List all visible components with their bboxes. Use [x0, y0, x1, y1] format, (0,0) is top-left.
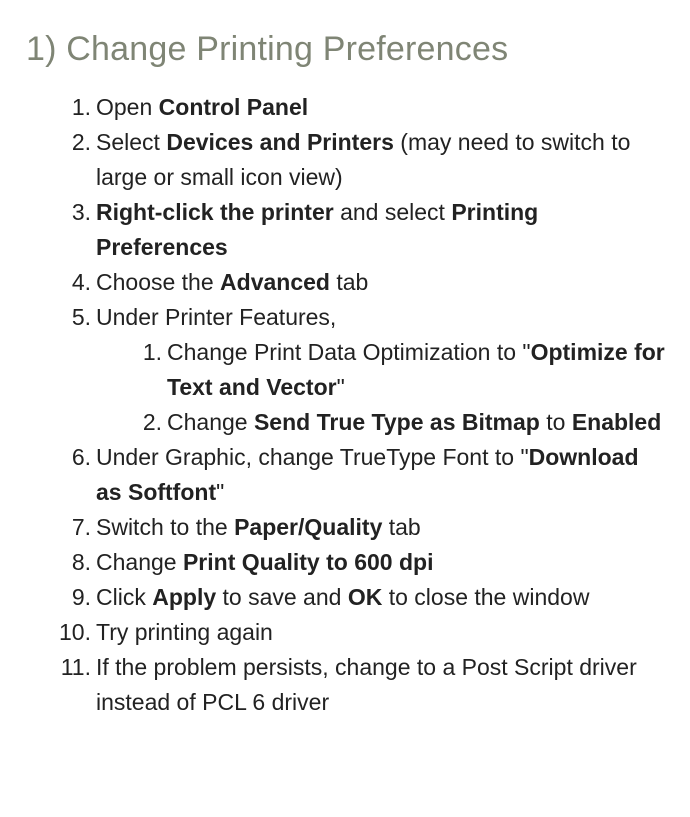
step-10 — [0, 615, 690, 650]
step-text: tab — [329, 269, 369, 295]
step-text: (may need to switch to large or small icon view) — [96, 129, 631, 190]
substep-bold-text: Enabled — [571, 409, 662, 435]
step-number: 10. — [59, 619, 91, 645]
step-number: 7. — [71, 514, 91, 540]
step-number: 8. — [71, 549, 91, 575]
step-7 — [0, 510, 690, 545]
step-text: Try printing again — [96, 619, 273, 645]
step-number: 11. — [60, 654, 91, 680]
step-bold-text: Apply — [152, 584, 217, 610]
step-number: 1. — [71, 94, 91, 120]
step-5 — [0, 300, 690, 440]
step-bold-text: Download as Softfont — [96, 444, 639, 505]
step-text: Under Printer Features, — [96, 304, 337, 330]
step-text: Select — [96, 129, 167, 155]
step-1 — [0, 90, 690, 125]
step-text: Click — [96, 584, 153, 610]
substep-text: Change Print Data Optimization to " — [167, 339, 531, 365]
step-8 — [0, 545, 690, 580]
step-number: 4. — [71, 269, 91, 295]
step-text: to close the window — [382, 584, 590, 610]
section-heading: 1) Change Printing Preferences — [26, 30, 509, 68]
steps-list — [0, 90, 690, 720]
step-text: " — [216, 479, 225, 505]
substep-bold-text: Optimize for Text and Vector — [167, 339, 665, 400]
step-bold-text: Advanced — [220, 269, 330, 295]
substep-number: 1. — [142, 339, 162, 365]
step-bold-text: Printing Preferences — [96, 199, 539, 260]
step-bold-text: Control Panel — [158, 94, 309, 120]
step-number: 5. — [71, 304, 91, 330]
substep-number: 2. — [142, 409, 162, 435]
step-2 — [0, 125, 690, 195]
substep-bold-text: Send True Type as Bitmap — [253, 409, 540, 435]
substep-1 — [96, 335, 670, 405]
substep-text: Change — [167, 409, 254, 435]
step-bold-text: OK — [347, 584, 383, 610]
step-text: tab — [382, 514, 421, 540]
substeps-list — [96, 335, 670, 440]
step-text: Switch to the — [96, 514, 235, 540]
step-3 — [0, 195, 690, 265]
step-6 — [0, 440, 690, 510]
step-bold-text: Right-click the printer — [96, 199, 334, 225]
substep-text: " — [336, 374, 345, 400]
step-bold-text: Print Quality to 600 dpi — [182, 549, 434, 575]
step-number: 3. — [71, 199, 91, 225]
step-text: to save and — [216, 584, 348, 610]
step-text: Under Graphic, change TrueType Font to " — [96, 444, 529, 470]
step-number: 6. — [71, 444, 91, 470]
step-text: Open — [96, 94, 159, 120]
substep-text: to — [539, 409, 572, 435]
step-9 — [0, 580, 690, 615]
step-4 — [0, 265, 690, 300]
step-number: 9. — [71, 584, 91, 610]
step-bold-text: Devices and Printers — [166, 129, 394, 155]
step-number: 2. — [71, 129, 91, 155]
step-text: Choose the — [96, 269, 221, 295]
step-text: and select — [333, 199, 452, 225]
step-bold-text: Paper/Quality — [234, 514, 383, 540]
step-text: If the problem persists, change to a Post Script driver instead of PCL 6 driver — [96, 654, 637, 715]
step-11 — [0, 650, 690, 720]
step-text: Change — [96, 549, 183, 575]
substep-2 — [96, 405, 670, 440]
